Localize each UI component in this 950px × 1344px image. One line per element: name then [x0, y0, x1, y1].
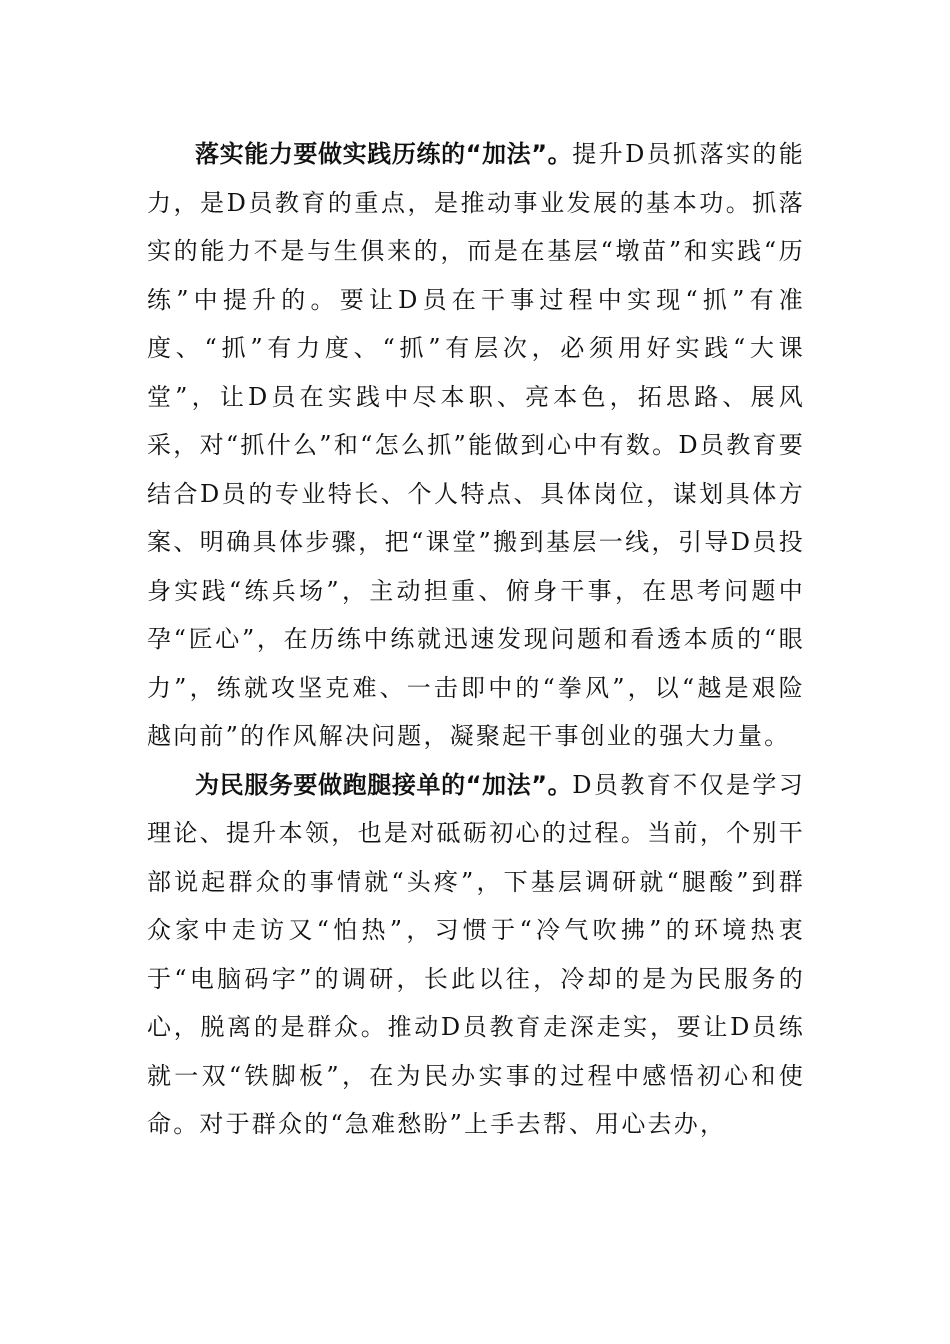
paragraph-2 — [147, 761, 805, 1149]
paragraph-1-heading: 落实能力要做实践历练的“加法”。 — [195, 140, 573, 168]
paragraph-2-heading: 为民服务要做跑腿接单的“加法”。 — [195, 770, 573, 799]
paragraph-1-body: 提升D员抓落实的能力，是D员教育的重点，是推动事业发展的基本功。抓落实的能力不是与生俱来的，而是在基层“墩苗”和实践“历练”中提升的。要让D员在干事过程中实现“抓”有准度、“抓”有力度、“抓”有层次，必须用好实践“大课堂”，让D员在实践中尽本职、亮本色，拓思路、展风采，对“抓什么”和“怎么抓”能做到心中有数。D员教育要结合D员的专业特长、个人特点、具体岗位，谋划具体方案、明确具体步骤，把“课堂”搬到基层一线，引导D员投身实践“练兵场”，主动担重、俯身干事，在思考问题中孕“匠心”，在历练中练就迅速发现问题和看透本质的“眼力”，练就攻坚克难、一击即中的“拳风”，以“越是艰险越向前”的作风解决问题，凝聚起干事创业的强大力量。 — [147, 140, 805, 750]
paragraph-2-body: D员教育不仅是学习理论、提升本领，也是对砥砺初心的过程。当前，个别干部说起群众的事情就“头疼”，下基层调研就“腿酸”到群众家中走访又“怕热”，习惯于“冷气吹拂”的环境热衷于“电脑码字”的调研，长此以往，冷却的是为民服务的心，脱离的是群众。推动D员教育走深走实，要让D员练就一双“铁脚板”，在为民办实事的过程中感悟初心和使命。对于群众的“急难愁盼”上手去帮、用心去办， — [147, 770, 805, 1138]
document-page — [147, 130, 805, 1149]
paragraph-1 — [147, 130, 805, 761]
